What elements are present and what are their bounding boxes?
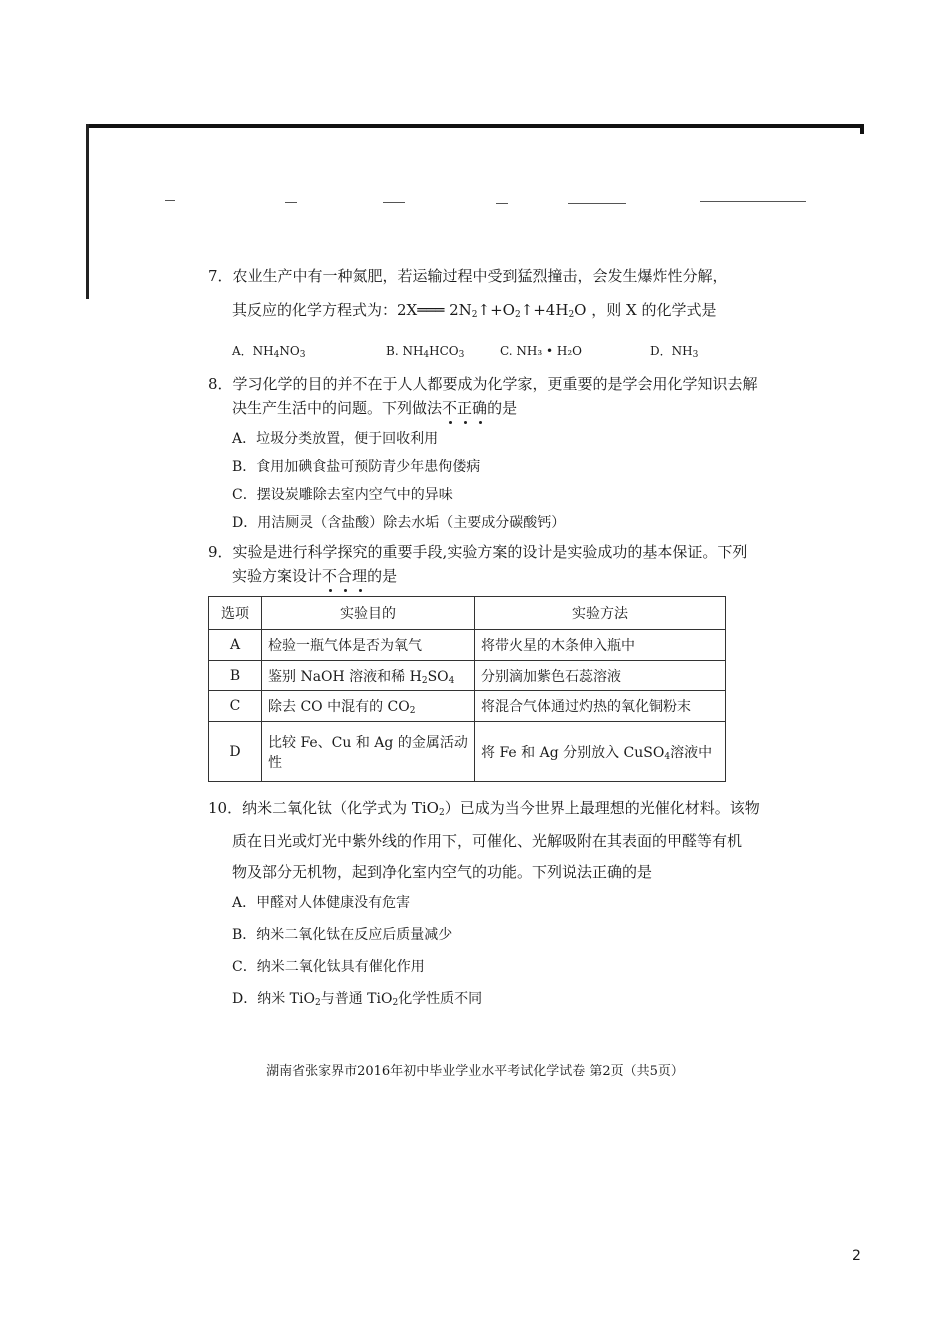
q7-equation-part: 其反应的化学方程式为：2X═══ 2N (232, 301, 472, 319)
q8-line1: 8．学习化学的目的并不在于人人都要成为化学家，更重要的是学会用化学知识去解 (208, 375, 758, 393)
q10-option-c: C．纳米二氧化钛具有催化作用 (232, 959, 425, 975)
table-cell-option: C (209, 691, 262, 722)
q10-option-b: B．纳米二氧化钛在反应后质量减少 (232, 927, 453, 943)
emphasis-mark: 合 (337, 567, 353, 585)
cell-text: 除去 CO 中混有的 CO (268, 699, 410, 716)
table-row (209, 660, 726, 691)
page-number: 2 (852, 1248, 861, 1264)
q9-text: 的是 (367, 567, 398, 585)
table-header: 选项 (209, 597, 262, 630)
option-text: HCO (429, 344, 459, 358)
option-text: A．NH (232, 344, 274, 358)
table-cell-method: 分别滴加紫色石蕊溶液 (475, 660, 726, 691)
cell-text: 将 Fe 和 Ag 分别放入 CuSO (481, 744, 665, 761)
subscript: 2 (421, 675, 428, 686)
option-text: NO (279, 344, 300, 358)
q8-option-b: B．食用加碘食盐可预防青少年患佝偻病 (232, 459, 481, 475)
subscript: 2 (314, 998, 321, 1008)
q8-option-a: A．垃圾分类放置，便于回收利用 (232, 431, 439, 447)
emphasis-mark: 不 (322, 567, 338, 585)
page-frame-top (86, 124, 864, 128)
page-footer: 湖南省张家界市2016年初中毕业学业水平考试化学试卷 第2页（共5页） (266, 1064, 684, 1079)
table-cell-purpose: 比较 Fe、Cu 和 Ag 的金属活动性 (262, 722, 475, 782)
subscript: 3 (692, 350, 699, 360)
table-row (209, 630, 726, 661)
q7-equation-part: ↑+O (477, 301, 515, 319)
q8-option-d: D．用洁厕灵（含盐酸）除去水垢（主要成分碳酸钙） (232, 515, 566, 531)
q8-text: 决生产生活中的问题。下列做法 (232, 399, 443, 417)
q7-equation-part: O ，则 X 的化学式是 (574, 301, 717, 319)
q10-line3: 物及部分无机物，起到净化室内空气的功能。下列说法正确的是 (232, 863, 653, 881)
q10-line2: 质在日光或灯光中紫外线的作用下，可催化、光解吸附在其表面的甲醛等有机 (232, 832, 743, 850)
subscript: 2 (409, 706, 416, 717)
emphasis-mark: 理 (352, 567, 368, 585)
option-text: D．NH (650, 344, 693, 358)
emphasis-mark: 不 (442, 399, 458, 417)
subscript: 3 (458, 350, 465, 360)
table-cell-purpose (262, 660, 475, 691)
table-header: 实验目的 (262, 597, 475, 630)
subscript: 4 (273, 350, 280, 360)
q7-line1: 7．农业生产中有一种氮肥，若运输过程中受到猛烈撞击，会发生爆炸性分解， (208, 267, 728, 285)
table-cell-option: B (209, 660, 262, 691)
q10-text: 10．纳米二氧化钛（化学式为 TiO (208, 799, 439, 817)
q10-option-a: A．甲醛对人体健康没有危害 (232, 895, 411, 911)
experiment-table (208, 596, 726, 782)
page-frame-left (86, 124, 89, 299)
scan-artifact-line (700, 201, 806, 202)
q10-text: ）已成为当今世界上最理想的光催化材料。该物 (444, 799, 760, 817)
subscript: 2 (392, 998, 399, 1008)
q10-line1 (208, 798, 760, 823)
q9-line2 (232, 566, 397, 586)
table-cell-method (475, 722, 726, 782)
option-text: B. NH (386, 344, 424, 358)
q7-option-c: C. NH₃ • H₂O (500, 344, 582, 358)
subscript: 2 (438, 808, 445, 818)
cell-text: 鉴别 NaOH 溶液和稀 H (268, 668, 422, 685)
subscript: 4 (664, 751, 671, 762)
q8-text: 的是 (487, 399, 518, 417)
scan-artifact-line (496, 203, 508, 204)
emphasis-mark: 正 (457, 399, 473, 417)
subscript: 3 (299, 350, 306, 360)
q7-equation-part: ↑+4H (520, 301, 569, 319)
q8-line2 (232, 398, 517, 418)
table-cell-purpose (262, 691, 475, 722)
q7-option-b (386, 342, 464, 364)
q7-equation-line (232, 300, 716, 325)
cell-text: 溶液中 (670, 744, 713, 761)
option-text: D．纳米 TiO (232, 991, 315, 1007)
scan-artifact-line (285, 202, 297, 203)
table-cell-purpose: 检验一瓶气体是否为氧气 (262, 630, 475, 661)
scan-artifact-line (383, 202, 405, 203)
emphasis-mark: 确 (472, 399, 488, 417)
option-text: 与普通 TiO (320, 991, 393, 1007)
subscript: 2 (514, 310, 521, 320)
table-row (209, 691, 726, 722)
subscript: 2 (471, 310, 478, 320)
q9-text: 实验方案设计 (232, 567, 323, 585)
cell-text: SO (427, 668, 449, 685)
table-header: 实验方法 (475, 597, 726, 630)
subscript: 4 (448, 675, 455, 686)
q9-line1: 9．实验是进行科学探究的重要手段,实验方案的设计是实验成功的基本保证。下列 (208, 543, 748, 561)
scan-artifact-line (568, 203, 626, 204)
subscript: 2 (568, 310, 575, 320)
option-text: 化学性质不同 (398, 991, 483, 1007)
table-cell-method: 将带火星的木条伸入瓶中 (475, 630, 726, 661)
scan-artifact-line (165, 200, 175, 201)
q10-option-d (232, 990, 482, 1012)
table-row (209, 722, 726, 782)
table-cell-option: D (209, 722, 262, 782)
subscript: 4 (423, 350, 430, 360)
table-header-row (209, 597, 726, 630)
table-cell-option: A (209, 630, 262, 661)
table-cell-method: 将混合气体通过灼热的氧化铜粉末 (475, 691, 726, 722)
q7-option-a (232, 342, 305, 364)
page-frame-corner (860, 124, 864, 134)
q8-option-c: C．摆设炭雕除去室内空气中的异味 (232, 487, 453, 503)
q7-option-d (650, 342, 698, 364)
